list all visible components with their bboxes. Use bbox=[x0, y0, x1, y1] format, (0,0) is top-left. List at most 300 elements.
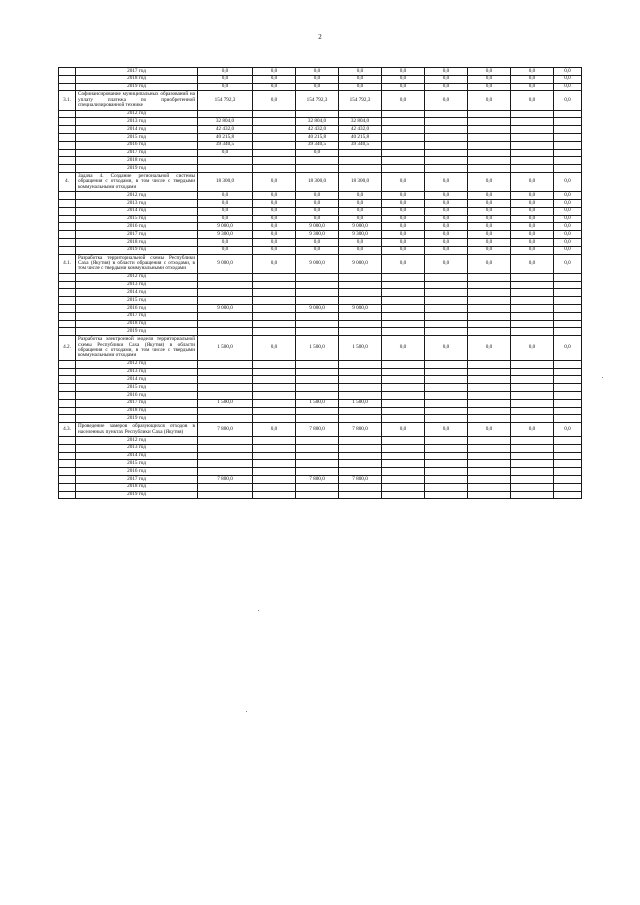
amount-cell bbox=[511, 110, 554, 118]
activity-description: Разработка территориальной схемы Республики Саха (Якутия) в области обращения с отходами, в том числе с твердыми коммунальными отходами bbox=[76, 254, 198, 273]
amount-cell bbox=[511, 415, 554, 423]
amount-cell: 0,0 bbox=[425, 231, 468, 239]
amount-cell: 0,0 bbox=[554, 200, 582, 208]
amount-cell bbox=[425, 149, 468, 157]
amount-cell bbox=[468, 126, 511, 134]
amount-cell bbox=[339, 360, 382, 368]
amount-cell bbox=[382, 391, 425, 399]
amount-cell: 154 792,3 bbox=[339, 91, 382, 110]
amount-cell: 0,0 bbox=[296, 83, 339, 91]
table-row-year bbox=[59, 304, 582, 312]
amount-cell bbox=[253, 328, 296, 336]
amount-cell bbox=[198, 444, 253, 452]
amount-cell bbox=[425, 452, 468, 460]
amount-cell bbox=[253, 444, 296, 452]
row-index bbox=[59, 246, 76, 254]
year-label: 2014 год bbox=[76, 289, 198, 297]
amount-cell: 0,0 bbox=[198, 238, 253, 246]
row-index bbox=[59, 312, 76, 320]
amount-cell: 0,0 bbox=[468, 223, 511, 231]
amount-cell bbox=[554, 436, 582, 444]
amount-cell bbox=[198, 312, 253, 320]
amount-cell bbox=[554, 483, 582, 491]
amount-cell: 0,0 bbox=[425, 423, 468, 437]
row-index: 3.1. bbox=[59, 91, 76, 110]
table-row-year bbox=[59, 141, 582, 149]
amount-cell: 42 432,0 bbox=[198, 126, 253, 134]
row-index bbox=[59, 83, 76, 91]
amount-cell bbox=[511, 491, 554, 499]
amount-cell: 0,0 bbox=[554, 83, 582, 91]
amount-cell bbox=[425, 304, 468, 312]
amount-cell: 0,0 bbox=[296, 68, 339, 76]
amount-cell bbox=[425, 468, 468, 476]
amount-cell: 0,0 bbox=[468, 75, 511, 83]
amount-cell: 0,0 bbox=[554, 423, 582, 437]
amount-cell bbox=[339, 391, 382, 399]
year-label: 2013 год bbox=[76, 118, 198, 126]
amount-cell bbox=[468, 391, 511, 399]
table-row-year bbox=[59, 320, 582, 328]
amount-cell: 18 300,0 bbox=[339, 172, 382, 191]
amount-cell bbox=[468, 165, 511, 173]
amount-cell bbox=[198, 483, 253, 491]
year-label: 2017 год bbox=[76, 149, 198, 157]
amount-cell: 0,0 bbox=[511, 215, 554, 223]
amount-cell bbox=[554, 312, 582, 320]
amount-cell: 7 800,0 bbox=[198, 423, 253, 437]
year-label: 2018 год bbox=[76, 407, 198, 415]
amount-cell bbox=[253, 475, 296, 483]
year-label: 2014 год bbox=[76, 207, 198, 215]
amount-cell bbox=[425, 399, 468, 407]
amount-cell: 9 000,0 bbox=[339, 223, 382, 231]
amount-cell bbox=[296, 468, 339, 476]
amount-cell: 0,0 bbox=[339, 246, 382, 254]
row-index bbox=[59, 223, 76, 231]
amount-cell: 0,0 bbox=[253, 254, 296, 273]
amount-cell bbox=[468, 415, 511, 423]
amount-cell bbox=[468, 368, 511, 376]
amount-cell: 42 432,0 bbox=[296, 126, 339, 134]
amount-cell bbox=[468, 328, 511, 336]
amount-cell: 0,0 bbox=[468, 83, 511, 91]
amount-cell bbox=[511, 384, 554, 392]
row-index bbox=[59, 273, 76, 281]
amount-cell: 0,0 bbox=[468, 200, 511, 208]
amount-cell bbox=[382, 157, 425, 165]
table-row-item bbox=[59, 254, 582, 273]
row-index bbox=[59, 368, 76, 376]
amount-cell bbox=[296, 407, 339, 415]
table-row-year bbox=[59, 297, 582, 305]
scan-speck bbox=[246, 711, 247, 712]
amount-cell bbox=[339, 460, 382, 468]
amount-cell: 0,0 bbox=[511, 200, 554, 208]
amount-cell: 0,0 bbox=[468, 207, 511, 215]
amount-cell bbox=[425, 110, 468, 118]
amount-cell bbox=[468, 376, 511, 384]
amount-cell: 0,0 bbox=[468, 68, 511, 76]
year-label: 2018 год bbox=[76, 157, 198, 165]
year-label: 2012 год bbox=[76, 192, 198, 200]
amount-cell bbox=[339, 328, 382, 336]
table-row-year bbox=[59, 83, 582, 91]
table-row-year bbox=[59, 475, 582, 483]
table-row-year bbox=[59, 200, 582, 208]
amount-cell bbox=[554, 444, 582, 452]
table-row-year bbox=[59, 281, 582, 289]
amount-cell: 0,0 bbox=[425, 215, 468, 223]
amount-cell: 40 215,8 bbox=[296, 134, 339, 142]
amount-cell bbox=[253, 118, 296, 126]
row-index bbox=[59, 118, 76, 126]
year-label: 2019 год bbox=[76, 83, 198, 91]
amount-cell: 0,0 bbox=[339, 200, 382, 208]
amount-cell: 0,0 bbox=[511, 172, 554, 191]
amount-cell bbox=[554, 452, 582, 460]
amount-cell: 154 792,3 bbox=[296, 91, 339, 110]
row-index bbox=[59, 415, 76, 423]
amount-cell bbox=[339, 436, 382, 444]
year-label: 2017 год bbox=[76, 399, 198, 407]
amount-cell: 9 000,0 bbox=[339, 304, 382, 312]
amount-cell bbox=[425, 141, 468, 149]
table-row-year bbox=[59, 149, 582, 157]
amount-cell bbox=[554, 376, 582, 384]
amount-cell bbox=[554, 110, 582, 118]
activity-description: Софинансирование муниципальных образований на уплату платежа по приобретенной специализированной технике bbox=[76, 91, 198, 110]
table-row-year bbox=[59, 452, 582, 460]
activity-description: Проведение замеров образующихся отходов в населенных пунктах Республики Саха (Якутия) bbox=[76, 423, 198, 437]
row-index bbox=[59, 297, 76, 305]
amount-cell: 0,0 bbox=[468, 423, 511, 437]
amount-cell: 0,0 bbox=[554, 207, 582, 215]
row-index bbox=[59, 468, 76, 476]
amount-cell bbox=[339, 165, 382, 173]
amount-cell bbox=[468, 475, 511, 483]
amount-cell bbox=[198, 360, 253, 368]
amount-cell: 0,0 bbox=[382, 238, 425, 246]
amount-cell: 0,0 bbox=[296, 246, 339, 254]
amount-cell bbox=[468, 289, 511, 297]
amount-cell: 0,0 bbox=[511, 254, 554, 273]
amount-cell bbox=[511, 407, 554, 415]
amount-cell: 0,0 bbox=[339, 207, 382, 215]
amount-cell bbox=[425, 483, 468, 491]
amount-cell bbox=[253, 407, 296, 415]
amount-cell bbox=[339, 312, 382, 320]
amount-cell bbox=[339, 289, 382, 297]
amount-cell bbox=[511, 468, 554, 476]
amount-cell bbox=[468, 281, 511, 289]
amount-cell bbox=[468, 149, 511, 157]
amount-cell: 0,0 bbox=[511, 246, 554, 254]
table-row-year bbox=[59, 436, 582, 444]
amount-cell bbox=[382, 312, 425, 320]
amount-cell bbox=[425, 118, 468, 126]
amount-cell bbox=[554, 407, 582, 415]
amount-cell bbox=[511, 297, 554, 305]
amount-cell bbox=[198, 165, 253, 173]
amount-cell: 0,0 bbox=[198, 68, 253, 76]
activity-description: Разработка электронной модели территориальной схемы Республики Саха (Якутия) в области обращения с отходами, в том числе с твердыми коммунальными отходами bbox=[76, 336, 198, 361]
amount-cell bbox=[296, 436, 339, 444]
table-row-year bbox=[59, 165, 582, 173]
table-row-year bbox=[59, 126, 582, 134]
amount-cell bbox=[339, 491, 382, 499]
amount-cell: 42 432,0 bbox=[339, 126, 382, 134]
table-row-year bbox=[59, 360, 582, 368]
amount-cell bbox=[554, 118, 582, 126]
amount-cell bbox=[511, 273, 554, 281]
amount-cell bbox=[382, 320, 425, 328]
amount-cell bbox=[468, 157, 511, 165]
row-index bbox=[59, 215, 76, 223]
amount-cell bbox=[253, 273, 296, 281]
amount-cell: 0,0 bbox=[554, 68, 582, 76]
table-row-year bbox=[59, 68, 582, 76]
amount-cell bbox=[425, 491, 468, 499]
row-index bbox=[59, 289, 76, 297]
amount-cell bbox=[425, 376, 468, 384]
amount-cell: 0,0 bbox=[339, 215, 382, 223]
amount-cell bbox=[296, 165, 339, 173]
amount-cell bbox=[511, 436, 554, 444]
amount-cell: 0,0 bbox=[468, 91, 511, 110]
amount-cell: 32 804,0 bbox=[339, 118, 382, 126]
amount-cell bbox=[554, 360, 582, 368]
row-index: 4.3. bbox=[59, 423, 76, 437]
amount-cell bbox=[554, 328, 582, 336]
amount-cell bbox=[296, 328, 339, 336]
amount-cell bbox=[253, 110, 296, 118]
year-label: 2018 год bbox=[76, 483, 198, 491]
amount-cell bbox=[382, 452, 425, 460]
amount-cell: 0,0 bbox=[382, 215, 425, 223]
amount-cell: 39 340,5 bbox=[198, 141, 253, 149]
amount-cell bbox=[296, 110, 339, 118]
amount-cell: 0,0 bbox=[468, 231, 511, 239]
amount-cell: 0,0 bbox=[511, 231, 554, 239]
amount-cell bbox=[253, 304, 296, 312]
amount-cell bbox=[339, 149, 382, 157]
amount-cell: 1 500,0 bbox=[296, 336, 339, 361]
amount-cell bbox=[511, 281, 554, 289]
amount-cell bbox=[253, 312, 296, 320]
budget-table bbox=[58, 67, 582, 499]
amount-cell bbox=[511, 118, 554, 126]
amount-cell: 7 800,0 bbox=[296, 475, 339, 483]
amount-cell bbox=[296, 444, 339, 452]
amount-cell bbox=[554, 320, 582, 328]
amount-cell bbox=[425, 360, 468, 368]
amount-cell: 0,0 bbox=[296, 149, 339, 157]
table-row-year bbox=[59, 75, 582, 83]
row-index bbox=[59, 360, 76, 368]
amount-cell bbox=[425, 436, 468, 444]
amount-cell: 0,0 bbox=[198, 215, 253, 223]
amount-cell bbox=[296, 320, 339, 328]
amount-cell bbox=[511, 368, 554, 376]
amount-cell: 7 800,0 bbox=[296, 423, 339, 437]
amount-cell: 0,0 bbox=[296, 238, 339, 246]
amount-cell bbox=[554, 415, 582, 423]
amount-cell bbox=[468, 118, 511, 126]
amount-cell: 0,0 bbox=[554, 231, 582, 239]
amount-cell: 0,0 bbox=[468, 215, 511, 223]
amount-cell bbox=[554, 460, 582, 468]
year-label: 2019 год bbox=[76, 328, 198, 336]
year-label: 2015 год bbox=[76, 134, 198, 142]
amount-cell: 0,0 bbox=[339, 192, 382, 200]
amount-cell bbox=[382, 304, 425, 312]
amount-cell bbox=[198, 407, 253, 415]
amount-cell: 0,0 bbox=[253, 83, 296, 91]
year-label: 2017 год bbox=[76, 231, 198, 239]
amount-cell bbox=[296, 312, 339, 320]
amount-cell: 0,0 bbox=[511, 423, 554, 437]
amount-cell bbox=[198, 452, 253, 460]
amount-cell bbox=[554, 281, 582, 289]
row-index bbox=[59, 238, 76, 246]
row-index bbox=[59, 399, 76, 407]
amount-cell bbox=[511, 320, 554, 328]
amount-cell bbox=[339, 273, 382, 281]
amount-cell: 0,0 bbox=[198, 200, 253, 208]
amount-cell bbox=[382, 149, 425, 157]
amount-cell bbox=[339, 483, 382, 491]
amount-cell bbox=[511, 304, 554, 312]
amount-cell: 9 300,0 bbox=[296, 231, 339, 239]
year-label: 2012 год bbox=[76, 360, 198, 368]
year-label: 2015 год bbox=[76, 384, 198, 392]
row-index bbox=[59, 452, 76, 460]
amount-cell: 0,0 bbox=[382, 200, 425, 208]
amount-cell bbox=[253, 320, 296, 328]
amount-cell bbox=[468, 444, 511, 452]
amount-cell bbox=[511, 460, 554, 468]
amount-cell: 0,0 bbox=[425, 246, 468, 254]
amount-cell bbox=[382, 475, 425, 483]
amount-cell bbox=[339, 407, 382, 415]
table-row-item bbox=[59, 336, 582, 361]
row-index bbox=[59, 149, 76, 157]
amount-cell: 0,0 bbox=[554, 254, 582, 273]
page-number: 2 bbox=[318, 33, 322, 41]
amount-cell bbox=[554, 368, 582, 376]
amount-cell bbox=[468, 384, 511, 392]
amount-cell bbox=[425, 165, 468, 173]
amount-cell bbox=[468, 360, 511, 368]
amount-cell bbox=[382, 436, 425, 444]
amount-cell bbox=[425, 368, 468, 376]
amount-cell bbox=[425, 126, 468, 134]
amount-cell: 9 000,0 bbox=[198, 254, 253, 273]
amount-cell bbox=[296, 460, 339, 468]
amount-cell bbox=[296, 491, 339, 499]
amount-cell: 0,0 bbox=[339, 83, 382, 91]
amount-cell: 0,0 bbox=[554, 215, 582, 223]
amount-cell: 0,0 bbox=[425, 68, 468, 76]
scan-speck bbox=[258, 610, 259, 611]
row-index: 4.2. bbox=[59, 336, 76, 361]
amount-cell bbox=[468, 134, 511, 142]
amount-cell: 0,0 bbox=[339, 238, 382, 246]
amount-cell: 0,0 bbox=[253, 68, 296, 76]
amount-cell bbox=[425, 391, 468, 399]
amount-cell bbox=[382, 483, 425, 491]
amount-cell: 0,0 bbox=[253, 223, 296, 231]
amount-cell bbox=[339, 376, 382, 384]
amount-cell bbox=[425, 415, 468, 423]
amount-cell bbox=[339, 110, 382, 118]
table-row-year bbox=[59, 444, 582, 452]
year-label: 2018 год bbox=[76, 238, 198, 246]
table-row-year bbox=[59, 483, 582, 491]
table-row-year bbox=[59, 207, 582, 215]
activity-description: Задача 4. Создание региональной системы обращения с отходами, в том числе с твердыми коммунальными отходами bbox=[76, 172, 198, 191]
amount-cell bbox=[296, 273, 339, 281]
amount-cell bbox=[296, 452, 339, 460]
amount-cell bbox=[468, 297, 511, 305]
amount-cell bbox=[382, 415, 425, 423]
amount-cell bbox=[468, 436, 511, 444]
amount-cell bbox=[425, 134, 468, 142]
amount-cell bbox=[468, 491, 511, 499]
amount-cell bbox=[425, 157, 468, 165]
amount-cell: 0,0 bbox=[554, 192, 582, 200]
year-label: 2013 год bbox=[76, 281, 198, 289]
amount-cell bbox=[425, 384, 468, 392]
table-row-year bbox=[59, 368, 582, 376]
amount-cell bbox=[339, 468, 382, 476]
amount-cell: 1 500,0 bbox=[198, 336, 253, 361]
table-row-year bbox=[59, 238, 582, 246]
amount-cell: 154 792,3 bbox=[198, 91, 253, 110]
amount-cell bbox=[511, 399, 554, 407]
amount-cell bbox=[253, 141, 296, 149]
amount-cell: 7 800,0 bbox=[198, 475, 253, 483]
amount-cell bbox=[382, 460, 425, 468]
amount-cell bbox=[511, 360, 554, 368]
amount-cell bbox=[296, 297, 339, 305]
row-index bbox=[59, 126, 76, 134]
amount-cell: 0,0 bbox=[382, 91, 425, 110]
amount-cell bbox=[382, 273, 425, 281]
amount-cell bbox=[382, 134, 425, 142]
amount-cell bbox=[253, 391, 296, 399]
amount-cell: 1 500,0 bbox=[339, 336, 382, 361]
amount-cell: 0,0 bbox=[382, 68, 425, 76]
amount-cell: 0,0 bbox=[425, 83, 468, 91]
year-label: 2016 год bbox=[76, 223, 198, 231]
row-index bbox=[59, 165, 76, 173]
amount-cell bbox=[253, 468, 296, 476]
amount-cell: 0,0 bbox=[253, 238, 296, 246]
amount-cell bbox=[425, 475, 468, 483]
amount-cell: 0,0 bbox=[425, 238, 468, 246]
amount-cell bbox=[554, 384, 582, 392]
amount-cell: 0,0 bbox=[382, 207, 425, 215]
amount-cell bbox=[382, 491, 425, 499]
year-label: 2012 год bbox=[76, 110, 198, 118]
amount-cell bbox=[468, 304, 511, 312]
amount-cell bbox=[382, 376, 425, 384]
row-index bbox=[59, 444, 76, 452]
amount-cell bbox=[468, 452, 511, 460]
year-label: 2019 год bbox=[76, 246, 198, 254]
